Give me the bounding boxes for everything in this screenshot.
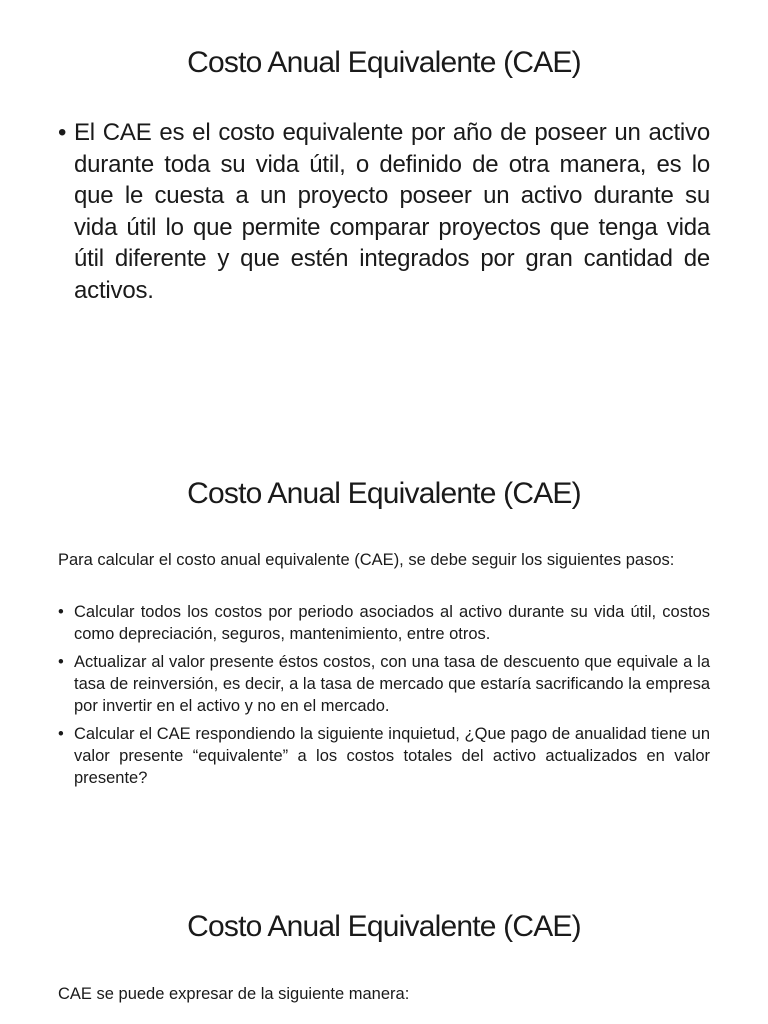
list-item (58, 651, 710, 717)
bullet-icon: • (58, 653, 64, 671)
slide-1-bullet-text: El CAE es el costo equivalente por año de poseer un activo durante toda su vida útil, o definido de otra manera, es lo que le cuesta a un proyecto poseer un activo durante su vida útil lo que permite comparar proyectos que tenga vida útil diferente y que estén integrados por gran cantidad de activos. (74, 119, 710, 304)
slide-1-bullet (58, 117, 710, 306)
bullet-icon: • (58, 119, 67, 146)
slide-3-title: Costo Anual Equivalente (CAE) (187, 910, 581, 943)
bullet-icon: • (58, 603, 64, 621)
list-item (58, 723, 710, 789)
slide-2-intro: Para calcular el costo anual equivalente (CAE), se debe seguir los siguientes pasos: (58, 551, 675, 569)
slide-3-intro: CAE se puede expresar de la siguiente manera: (58, 985, 410, 1003)
step-text: Calcular el CAE respondiendo la siguiente inquietud, ¿Que pago de anualidad tiene un valor presente “equivalente” a los costos totales del activo actualizados en valor presente? (74, 725, 710, 787)
list-item (58, 601, 710, 645)
slide-2-title: Costo Anual Equivalente (CAE) (187, 477, 581, 510)
step-text: Calcular todos los costos por periodo asociados al activo durante su vida útil, costos como depreciación, seguros, mantenimiento, entre otros. (74, 603, 710, 643)
slide-1-title: Costo Anual Equivalente (CAE) (187, 46, 581, 79)
slide-2-steps (58, 601, 710, 795)
step-text: Actualizar al valor presente éstos costos, con una tasa de descuento que equivale a la tasa de reinversión, es decir, a la tasa de mercado que estaría sacrificando la empresa por invertir en el activo y no en el mercado. (74, 653, 710, 715)
bullet-icon: • (58, 725, 64, 743)
